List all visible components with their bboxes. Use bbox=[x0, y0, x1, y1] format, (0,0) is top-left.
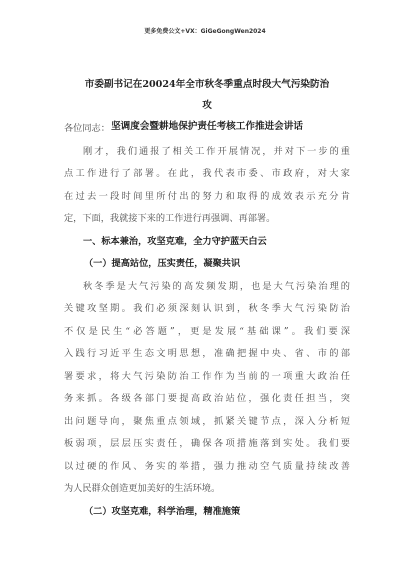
intro-line: 点工作进行了部署。在此，我代表市委、市政府，对大家 bbox=[64, 168, 350, 179]
paragraph-line: 不仅是民生“必答题”，更是发展“基础课”。我们要深 bbox=[64, 325, 350, 337]
subsection-heading: （一）提高站位，压实责任，凝聚共识 bbox=[84, 258, 241, 269]
intro-line: 刚才，我们通报了相关工作开展情况，并对下一步的重 bbox=[83, 145, 350, 157]
title-line-2: 坚调度会暨耕地保护责任考核工作推进会讲话 bbox=[111, 121, 303, 132]
paragraph-line: 秋冬季是大气污染的高发频发期，也是大气污染治理的 bbox=[83, 280, 350, 292]
paragraph-line: 入践行习近平生态文明思想，准确把握中央、省、市的部 bbox=[64, 348, 350, 359]
paragraph-line: 为人民群众创造更加美好的生活环境。 bbox=[64, 483, 221, 494]
paragraph-line: 关键攻坚期。我们必须深刻认识到，秋冬季大气污染防治 bbox=[64, 303, 350, 314]
salutation: 各位同志： bbox=[64, 123, 110, 134]
paragraph-line: 署要求，将大气污染防治工作作为当前的一项重大政治任 bbox=[64, 370, 350, 382]
paragraph-line: 以过硬的作风、务实的举措，强力推动空气质量持续改善 bbox=[64, 460, 350, 472]
paragraph-line: 出问题导向，聚焦重点领域，抓紧关键节点，深入分析短 bbox=[64, 415, 350, 427]
intro-line: 定，下面，我就接下来的工作进行再强调、再部署。 bbox=[64, 213, 276, 224]
title-line-1: 市委副书记在20024年全市秋冬季重点时段大气污染防治攻 bbox=[84, 79, 330, 111]
page-header-note: 更多免费公文+VX：GiGeGongWen2024 bbox=[144, 28, 266, 35]
section-heading: 一、标本兼治，攻坚克难，全力守护蓝天白云 bbox=[83, 235, 267, 247]
paragraph-line: 板弱项，层层压实责任，确保各项措施落到实处。我们要 bbox=[64, 438, 350, 449]
intro-line: 在过去一段时间里所付出的努力和取得的成效表示充分肯 bbox=[64, 190, 350, 202]
paragraph-line: 务来抓。各级各部门要提高政治站位，强化责任担当，突 bbox=[64, 393, 350, 404]
document-body bbox=[64, 118, 350, 523]
subsection-heading: （二）攻坚克难，科学治理，精准施策 bbox=[84, 505, 241, 517]
